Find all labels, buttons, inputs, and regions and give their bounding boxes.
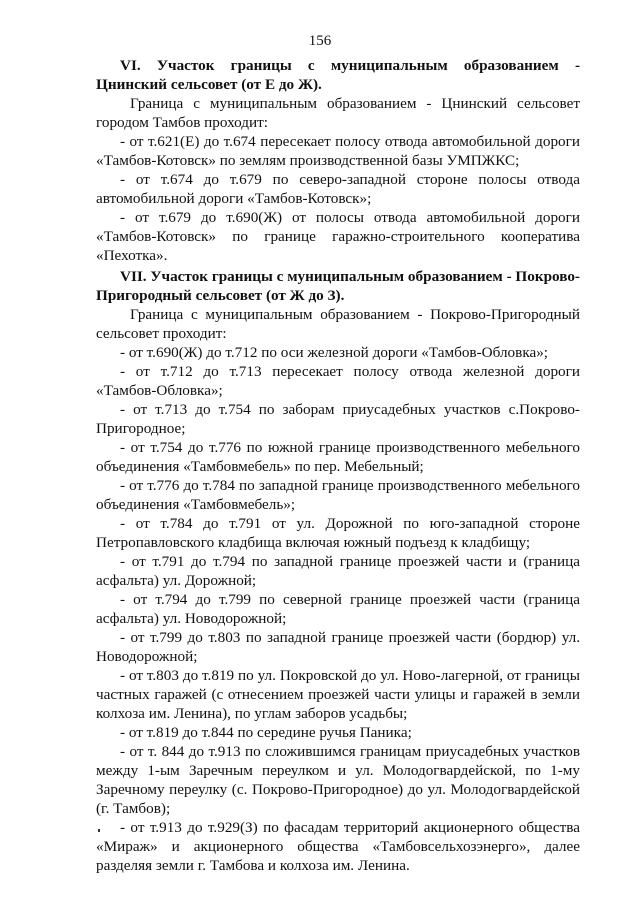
section-vii-item: - от т.784 до т.791 от ул. Дорожной по юго-западной стороне Петропавловского кладбища включая южный подъезд к кладбищу; bbox=[96, 515, 580, 551]
page-number: 156 bbox=[308, 33, 332, 49]
section-vi-item: - от т.679 до т.690(Ж) от полосы отвода автомобильной дороги «Тамбов-Котовск» по границе гаражно-строительного кооператива «Пехотка». bbox=[96, 209, 580, 264]
document-body bbox=[96, 56, 580, 875]
section-heading-vi: VI. Участок границы с муниципальным образованием - Цнинский сельсовет (от Е до Ж). bbox=[96, 57, 580, 93]
section-vii-item: - от т.754 до т.776 по южной границе производственного мебельного объединения «Тамбовмебель» по пер. Мебельный; bbox=[96, 439, 580, 475]
section-vii-item: - от т.794 до т.799 по северной границе проезжей части (граница асфальта) ул. Новодорожной; bbox=[96, 591, 580, 627]
section-vii-item: - от т.713 до т.754 по заборам приусадебных участков с.Покрово-Пригородное; bbox=[96, 401, 580, 437]
section-vii-item: - от т.690(Ж) до т.712 по оси железной дороги «Тамбов-Обловка»; bbox=[120, 344, 549, 361]
scan-speck bbox=[98, 829, 100, 832]
section-vii-item: - от т.712 до т.713 пересекает полосу отвода железной дороги «Тамбов-Обловка»; bbox=[96, 363, 580, 399]
section-vi-intro: Граница с муниципальным образованием - Цнинский сельсовет городом Тамбов проходит: bbox=[96, 95, 580, 131]
section-vi-item: - от т.674 до т.679 по северо-западной стороне полосы отвода автомобильной дороги «Тамбов-Котовск»; bbox=[96, 171, 580, 207]
section-heading-vii: VII. Участок границы с муниципальным образованием - Покрово-Пригородный сельсовет (от Ж до З). bbox=[96, 268, 580, 304]
section-vii-item: - от т.799 до т.803 по западной границе проезжей части (бордюр) ул. Новодорожной; bbox=[96, 629, 580, 665]
section-vii-item: - от т. 844 до т.913 по сложившимся границам приусадебных участков между 1-ым Заречным переулком и ул. Молодогвардейской, по 1-му Заречному переулку (с. Покрово-Пригородное) до ул. Молодогвардейской (г. Тамбов); bbox=[96, 743, 580, 817]
section-vii-item: - от т.819 до т.844 по середине ручья Паника; bbox=[120, 724, 412, 741]
section-vii-item: - от т.803 до т.819 по ул. Покровской до ул. Ново-лагерной, от границы частных гаражей (с отнесением проезжей части улицы и гаражей в земли колхоза им. Ленина), по углам заборов усадьбы; bbox=[96, 667, 580, 722]
section-vii-item: - от т.776 до т.784 по западной границе производственного мебельного объединения «Тамбовмебель»; bbox=[96, 477, 580, 513]
section-vii-intro: Граница с муниципальным образованием - Покрово-Пригородный сельсовет проходит: bbox=[96, 306, 580, 342]
section-vi-item: - от т.621(Е) до т.674 пересекает полосу отвода автомобильной дороги «Тамбов-Котовск» по землям производственной базы УМПЖКС; bbox=[96, 133, 580, 169]
section-vii-item: - от т.791 до т.794 по западной границе проезжей части и (граница асфальта) ул. Дорожной; bbox=[96, 553, 580, 589]
section-vii-item: - от т.913 до т.929(З) по фасадам территорий акционерного общества «Мираж» и акционерного общества «Тамбовсельхозэнерго», далее разделяя земли г. Тамбова и колхоза им. Ленина. bbox=[96, 819, 580, 874]
